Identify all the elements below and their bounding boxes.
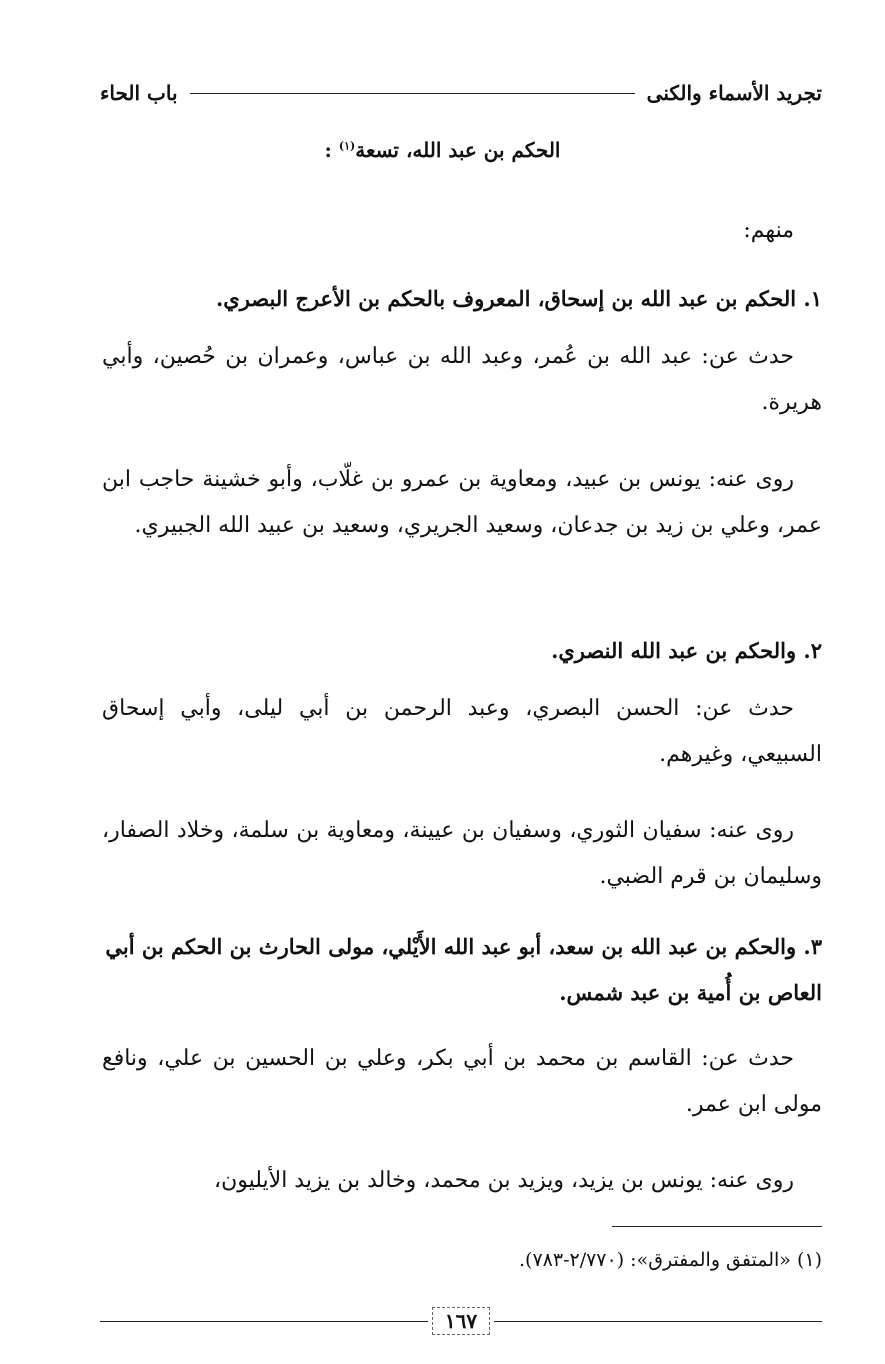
entry-3 (102, 924, 822, 1016)
narrated-from: حدث عن: عبد الله بن عُمر، وعبد الله بن عباس، وعمران بن حُصين، وأبي هريرة. (102, 344, 822, 415)
running-header (100, 78, 822, 108)
narrated-by: روى عنه: يونس بن عبيد، ومعاوية بن عمرو بن غلّاب، وأبو خشينة حاجب ابن عمر، وعلي بن زيد بن جدعان، وسعيد الجريري، وسعيد بن عبيد الله الجبيري. (102, 467, 822, 538)
page-footer (100, 1306, 822, 1336)
book-title: تجريد الأسماء والكنى (646, 81, 822, 105)
entry-1-narrated-by (102, 457, 822, 549)
entry-heading: ٣. والحكم بن عبد الله بن سعد، أبو عبد الله الأَيْلي، مولى الحارث بن الحكم بن أبي العاص بن أُمية بن عبد شمس. (105, 934, 822, 1005)
footer-rule-right (494, 1321, 822, 1322)
footer-rule-left (100, 1321, 428, 1322)
entry-heading: ١. الحكم بن عبد الله بن إسحاق، المعروف بالحكم بن الأعرج البصري. (215, 286, 822, 311)
narrated-from: حدث عن: القاسم بن محمد بن أبي بكر، وعلي بن الحسين بن علي، ونافع مولى ابن عمر. (102, 1046, 822, 1117)
entry-3-narrated-by (102, 1158, 822, 1204)
narrated-from: حدث عن: الحسن البصري، وعبد الرحمن بن أبي ليلى، وأبي إسحاق السبيعي، وغيرهم. (102, 696, 822, 767)
entry-3-narrated-from (102, 1036, 822, 1128)
footnote-rule (612, 1226, 822, 1227)
entry-2-narrated-from (102, 686, 822, 778)
entry-2-narrated-by (102, 808, 822, 900)
entry-1 (102, 276, 822, 322)
main-text (102, 208, 822, 254)
page-number: ١٦٧ (432, 1307, 490, 1335)
narrated-by: روى عنه: سفيان الثوري، وسفيان بن عيينة، ومعاوية بن سلمة، وخلاد الصفار، وسليمان بن قرم الضبي. (102, 818, 822, 889)
section-title-colon: : (324, 138, 332, 162)
footnote-marker: (١) (338, 139, 356, 153)
entry-heading: ٢. والحكم بن عبد الله النصري. (551, 638, 822, 663)
intro-line: منهم: (743, 218, 794, 243)
section-title-text: الحكم بن عبد الله، تسعة (355, 138, 561, 162)
narrated-by: روى عنه: يونس بن يزيد، ويزيد بن محمد، وخالد بن يزيد الأيليون، (213, 1168, 794, 1193)
section-title (0, 138, 885, 162)
footnote: (١) «المتفق والمفترق»: (٢/٧٧٠-٧٨٣). (518, 1249, 822, 1271)
header-rule (190, 93, 635, 94)
chapter-title: باب الحاء (100, 81, 178, 105)
entry-2 (102, 628, 822, 674)
entry-1-narrated-from (102, 334, 822, 426)
